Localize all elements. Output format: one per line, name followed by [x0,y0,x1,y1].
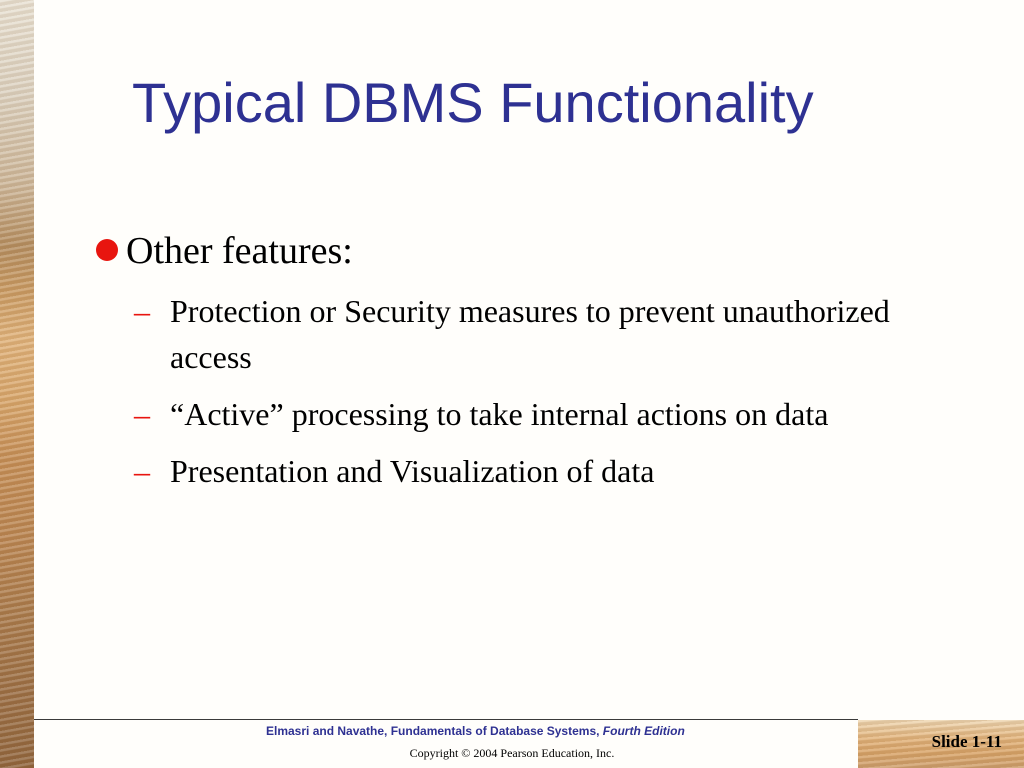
footer-credit [266,724,685,738]
sub-bullet-item [134,448,970,494]
footer-divider [34,719,858,720]
bullet-label: Other features: [126,230,353,272]
dash-icon: – [134,396,150,432]
decorative-sand-strip [0,0,34,768]
dash-icon: – [134,293,150,329]
slide-number: Slide 1-11 [931,732,1002,751]
sub-bullet-text: Presentation and Visualization of data [170,453,655,489]
bullet-other-features [90,226,970,276]
footer-credit-text: Elmasri and Navathe, Fundamentals of Database Systems, [266,724,600,738]
sub-bullet-list [134,288,970,494]
sub-bullet-text: “Active” processing to take internal actions on data [170,396,829,432]
dash-icon: – [134,453,150,489]
sub-bullet-text: Protection or Security measures to prevent unauthorized access [170,293,890,375]
slide-content [90,226,970,505]
sub-bullet-item [134,288,970,380]
sub-bullet-item [134,391,970,437]
footer-edition: Fourth Edition [602,724,685,738]
slide-number-badge [858,720,1024,768]
slide-title: Typical DBMS Functionality [132,71,814,134]
copyright-notice: Copyright © 2004 Pearson Education, Inc. [409,746,615,760]
bullet-dot-icon [96,239,118,261]
